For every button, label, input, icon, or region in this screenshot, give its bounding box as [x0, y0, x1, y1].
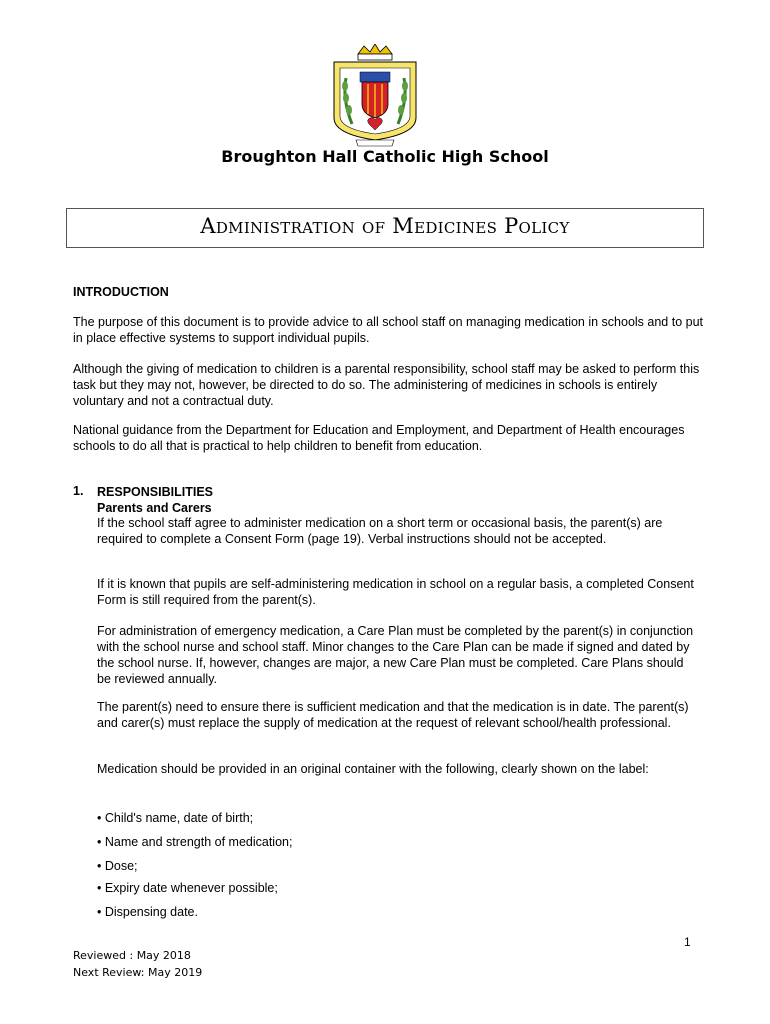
intro-paragraph: The purpose of this document is to provide advice to all school staff on managing medication in schools and to put in place effective systems to support individual pupils. — [73, 315, 704, 345]
section-paragraph: Medication should be provided in an original container with the following, clearly shown on the label: — [97, 762, 649, 776]
policy-title-box — [66, 208, 704, 248]
section-paragraph: For administration of emergency medication, a Care Plan must be completed by the parent(s) in conjunction with the school nurse and school staff. Minor changes to the Care Plan can be made if signed and dated by the school nurse. If, however, changes are major, a new Care Plan must be completed. Care Plans should be reviewed annually. — [97, 624, 694, 686]
section-paragraph: If the school staff agree to administer medication on a short term or occasional basis, the parent(s) are required to complete a Consent Form (page 19). Verbal instructions should not be accepted. — [97, 516, 663, 546]
next-review-date: Next Review: May 2019 — [73, 966, 203, 979]
responsibilities-heading: RESPONSIBILITIES — [97, 485, 213, 499]
parents-carers-subheading: Parents and Carers — [97, 501, 212, 515]
introduction-heading: INTRODUCTION — [73, 285, 169, 299]
label-bullet-item: • Child's name, date of birth; — [97, 811, 254, 825]
intro-paragraph: National guidance from the Department for Education and Employment, and Department of Health encourages schools to do all that is practical to help children to benefit from education. — [73, 423, 685, 453]
intro-paragraph: Although the giving of medication to children is a parental responsibility, school staff may be asked to perform this task but they may not, however, be directed to do so. The administering of medicines in schools is entirely voluntary and not a contractual duty. — [73, 362, 700, 408]
section-number: 1. — [73, 484, 84, 498]
policy-title: Administration of Medicines Policy — [200, 214, 570, 238]
label-bullet-item: • Dose; — [97, 859, 138, 873]
section-paragraph: The parent(s) need to ensure there is sufficient medication and that the medication is in date. The parent(s) and carer(s) must replace the supply of medication at the request of relevant school/health professional. — [97, 700, 689, 730]
label-bullet-item: • Dispensing date. — [97, 905, 198, 919]
school-crest-logo — [328, 44, 422, 148]
label-bullet-item: • Expiry date whenever possible; — [97, 881, 278, 895]
section-paragraph: If it is known that pupils are self-administering medication in school on a regular basis, a completed Consent Form is still required from the parent(s). — [97, 577, 694, 607]
reviewed-date: Reviewed : May 2018 — [73, 949, 191, 962]
label-bullet-item: • Name and strength of medication; — [97, 835, 293, 849]
school-name: Broughton Hall Catholic High School — [221, 147, 549, 166]
page-number: 1 — [684, 935, 691, 949]
